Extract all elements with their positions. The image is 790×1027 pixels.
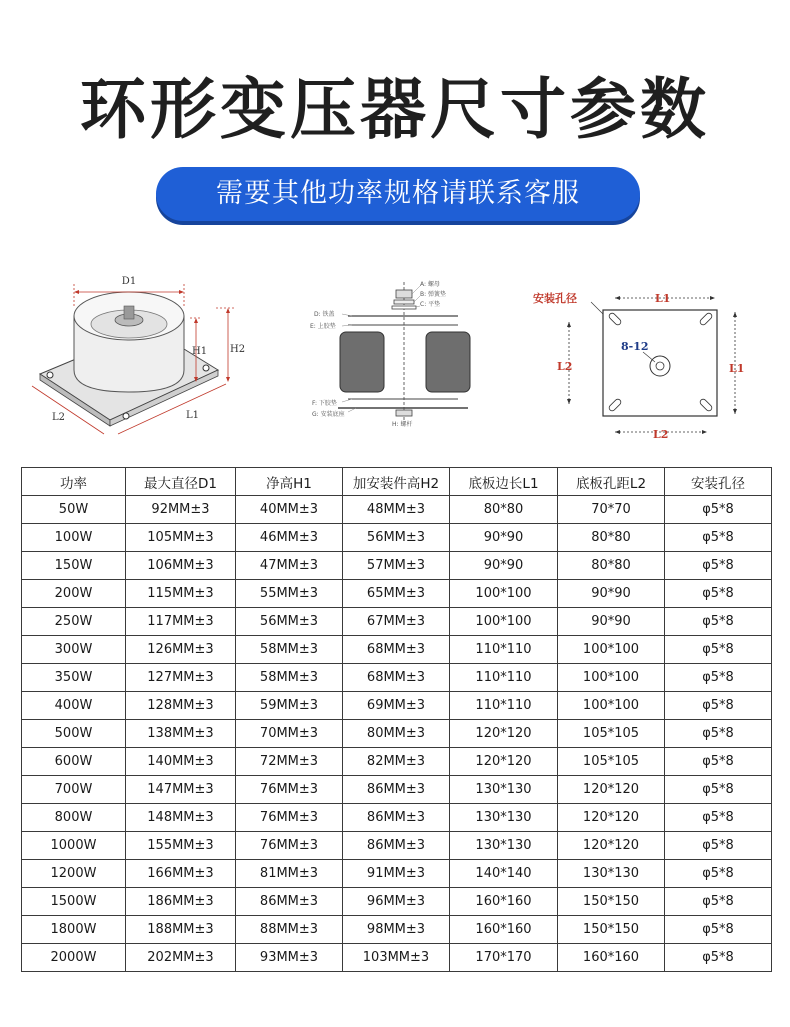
table-cell: 300W	[22, 636, 126, 664]
table-cell: 47MM±3	[236, 552, 343, 580]
table-cell: 120*120	[450, 720, 558, 748]
header-max-diameter: 最大直径D1	[126, 468, 236, 496]
table-cell: 90*90	[450, 524, 558, 552]
spec-table	[21, 467, 772, 972]
table-cell: 40MM±3	[236, 496, 343, 524]
table-cell: 350W	[22, 664, 126, 692]
table-cell: 250W	[22, 608, 126, 636]
table-cell: 150*150	[558, 888, 665, 916]
table-cell: 90*90	[558, 580, 665, 608]
header-base-hole-distance: 底板孔距L2	[558, 468, 665, 496]
table-cell: 700W	[22, 776, 126, 804]
table-cell: 105*105	[558, 720, 665, 748]
table-cell: 200W	[22, 580, 126, 608]
table-row	[22, 720, 772, 748]
table-cell: 2000W	[22, 944, 126, 972]
table-cell: 117MM±3	[126, 608, 236, 636]
table-cell: 166MM±3	[126, 860, 236, 888]
part-a-label: A: 螺母	[420, 281, 440, 288]
table-row	[22, 776, 772, 804]
table-header-row	[22, 468, 772, 496]
table-cell: 106MM±3	[126, 552, 236, 580]
table-cell: 1000W	[22, 832, 126, 860]
table-cell: 127MM±3	[126, 664, 236, 692]
table-cell: 86MM±3	[343, 776, 450, 804]
table-cell: 150W	[22, 552, 126, 580]
table-cell: 57MM±3	[343, 552, 450, 580]
table-cell: 1800W	[22, 916, 126, 944]
table-cell: 120*120	[558, 832, 665, 860]
part-e-label: E: 上胶垫	[310, 323, 336, 330]
table-cell: φ5*8	[665, 720, 772, 748]
table-cell: 130*130	[450, 832, 558, 860]
h1-label: H1	[192, 346, 208, 357]
table-row	[22, 496, 772, 524]
part-b-label: B: 弹簧垫	[420, 291, 447, 298]
table-cell: 76MM±3	[236, 776, 343, 804]
l2-label: L2	[52, 412, 66, 423]
table-cell: 80*80	[558, 552, 665, 580]
table-cell: 88MM±3	[236, 916, 343, 944]
table-cell: φ5*8	[665, 776, 772, 804]
table-cell: 80*80	[558, 524, 665, 552]
table-cell: φ5*8	[665, 580, 772, 608]
table-cell: 68MM±3	[343, 636, 450, 664]
table-cell: 86MM±3	[343, 832, 450, 860]
table-cell: 59MM±3	[236, 692, 343, 720]
table-cell: φ5*8	[665, 496, 772, 524]
table-cell: 110*110	[450, 664, 558, 692]
header-net-height: 净高H1	[236, 468, 343, 496]
table-row	[22, 888, 772, 916]
table-cell: 130*130	[558, 860, 665, 888]
table-cell: 50W	[22, 496, 126, 524]
table-cell: φ5*8	[665, 552, 772, 580]
hole-size-label: 安装孔径	[533, 292, 577, 305]
table-cell: 72MM±3	[236, 748, 343, 776]
header-power: 功率	[22, 468, 126, 496]
part-d-label: D: 铁盖	[314, 311, 335, 318]
table-cell: 120*120	[450, 748, 558, 776]
table-cell: 86MM±3	[343, 804, 450, 832]
table-cell: 500W	[22, 720, 126, 748]
table-cell: 100*100	[450, 608, 558, 636]
table-cell: 147MM±3	[126, 776, 236, 804]
table-cell: φ5*8	[665, 608, 772, 636]
table-row	[22, 916, 772, 944]
l2-bottom-label: L2	[653, 428, 669, 441]
table-cell: 100*100	[558, 664, 665, 692]
part-c-label: C: 平垫	[420, 301, 441, 308]
table-cell: φ5*8	[665, 664, 772, 692]
table-cell: φ5*8	[665, 916, 772, 944]
table-cell: 150*150	[558, 916, 665, 944]
table-cell: 128MM±3	[126, 692, 236, 720]
table-cell: 86MM±3	[236, 888, 343, 916]
top-view-diagram	[525, 262, 755, 452]
table-row	[22, 524, 772, 552]
table-cell: 600W	[22, 748, 126, 776]
table-cell: 120*120	[558, 804, 665, 832]
table-row	[22, 664, 772, 692]
table-row	[22, 692, 772, 720]
table-cell: φ5*8	[665, 748, 772, 776]
table-cell: 93MM±3	[236, 944, 343, 972]
table-cell: φ5*8	[665, 636, 772, 664]
l1-top-label: L1	[655, 292, 671, 305]
table-cell: 81MM±3	[236, 860, 343, 888]
cross-section-diagram	[308, 262, 498, 452]
table-cell: 120*120	[558, 776, 665, 804]
header-mounting-hole: 安装孔径	[665, 468, 772, 496]
table-cell: 46MM±3	[236, 524, 343, 552]
table-cell: 155MM±3	[126, 832, 236, 860]
table-cell: 160*160	[450, 916, 558, 944]
table-row	[22, 636, 772, 664]
l2-left-label: L2	[557, 360, 573, 373]
diagram-area	[0, 262, 790, 452]
table-cell: φ5*8	[665, 944, 772, 972]
table-cell: 91MM±3	[343, 860, 450, 888]
table-row	[22, 552, 772, 580]
d1-label: D1	[121, 276, 137, 287]
table-cell: 68MM±3	[343, 664, 450, 692]
table-cell: 130*130	[450, 776, 558, 804]
h2-label: H2	[230, 344, 246, 355]
table-cell: 76MM±3	[236, 832, 343, 860]
table-cell: 138MM±3	[126, 720, 236, 748]
table-cell: 126MM±3	[126, 636, 236, 664]
table-cell: 160*160	[558, 944, 665, 972]
table-cell: φ5*8	[665, 888, 772, 916]
table-row	[22, 944, 772, 972]
table-cell: 67MM±3	[343, 608, 450, 636]
table-cell: 110*110	[450, 636, 558, 664]
table-cell: 76MM±3	[236, 804, 343, 832]
table-cell: 188MM±3	[126, 916, 236, 944]
l1-label: L1	[186, 410, 200, 421]
part-h-label: H: 螺杆	[392, 421, 413, 428]
header-mounted-height: 加安装件高H2	[343, 468, 450, 496]
transformer-perspective-diagram	[30, 262, 260, 452]
table-cell: 56MM±3	[343, 524, 450, 552]
table-cell: 160*160	[450, 888, 558, 916]
table-cell: 55MM±3	[236, 580, 343, 608]
part-f-label: F: 下胶垫	[312, 400, 337, 407]
table-cell: 148MM±3	[126, 804, 236, 832]
table-row	[22, 608, 772, 636]
table-cell: φ5*8	[665, 692, 772, 720]
table-row	[22, 804, 772, 832]
table-cell: 100*100	[558, 636, 665, 664]
table-cell: 100W	[22, 524, 126, 552]
table-cell: 90*90	[450, 552, 558, 580]
table-cell: 115MM±3	[126, 580, 236, 608]
table-cell: 98MM±3	[343, 916, 450, 944]
center-hole-range: 8-12	[621, 340, 649, 353]
table-cell: 48MM±3	[343, 496, 450, 524]
table-cell: 170*170	[450, 944, 558, 972]
table-cell: 140*140	[450, 860, 558, 888]
table-cell: 82MM±3	[343, 748, 450, 776]
l1-right-label: L1	[729, 362, 745, 375]
table-cell: 100*100	[450, 580, 558, 608]
table-cell: 1200W	[22, 860, 126, 888]
table-cell: 110*110	[450, 692, 558, 720]
part-g-label: G: 安装底座	[312, 411, 345, 418]
page-title: 环形变压器尺寸参数	[80, 71, 710, 148]
table-cell: φ5*8	[665, 832, 772, 860]
table-cell: 80*80	[450, 496, 558, 524]
table-cell: 58MM±3	[236, 664, 343, 692]
table-cell: 92MM±3	[126, 496, 236, 524]
table-cell: 69MM±3	[343, 692, 450, 720]
table-row	[22, 832, 772, 860]
header-base-side-length: 底板边长L1	[450, 468, 558, 496]
table-row	[22, 580, 772, 608]
table-cell: 105MM±3	[126, 524, 236, 552]
table-cell: 1500W	[22, 888, 126, 916]
table-cell: φ5*8	[665, 860, 772, 888]
table-cell: φ5*8	[665, 804, 772, 832]
table-row	[22, 860, 772, 888]
table-cell: 130*130	[450, 804, 558, 832]
table-cell: 103MM±3	[343, 944, 450, 972]
table-cell: φ5*8	[665, 524, 772, 552]
table-cell: 96MM±3	[343, 888, 450, 916]
table-cell: 70*70	[558, 496, 665, 524]
table-cell: 58MM±3	[236, 636, 343, 664]
table-cell: 186MM±3	[126, 888, 236, 916]
table-cell: 400W	[22, 692, 126, 720]
contact-banner: 需要其他功率规格请联系客服	[156, 167, 640, 221]
table-cell: 800W	[22, 804, 126, 832]
table-cell: 70MM±3	[236, 720, 343, 748]
table-cell: 100*100	[558, 692, 665, 720]
table-cell: 105*105	[558, 748, 665, 776]
table-cell: 90*90	[558, 608, 665, 636]
table-cell: 80MM±3	[343, 720, 450, 748]
table-cell: 140MM±3	[126, 748, 236, 776]
table-row	[22, 748, 772, 776]
table-cell: 65MM±3	[343, 580, 450, 608]
table-cell: 202MM±3	[126, 944, 236, 972]
table-cell: 56MM±3	[236, 608, 343, 636]
